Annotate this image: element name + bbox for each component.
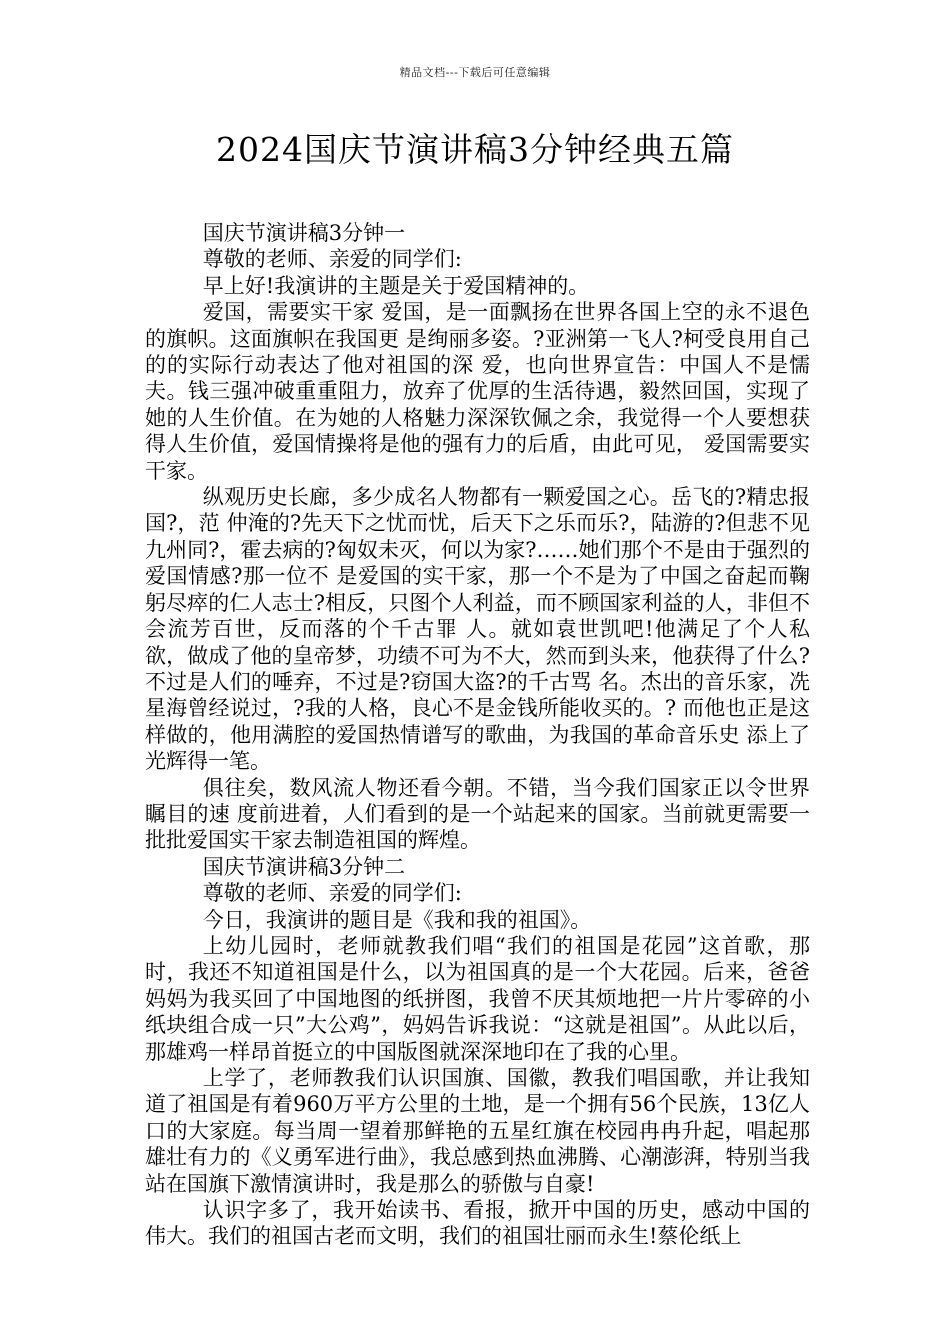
paragraph: 纵观历史长廊，多少成名人物都有一颗爱国之心。岳飞的?精忠报国?，范 仲淹的?先天下之忧而忧，后天下之乐而乐?，陆游的?但悲不见九州同?，霍去病的?匈奴未灭，何以为家?……她们那个不是由于强烈的爱国情感?那一位不 是爱国的实干家，那一个不是为了中国之奋起而鞠躬尽瘁的仁人志士?相反，只图个人利益，而不顾国家利益的人，非但不会流芳百世，反而落的个千古罪 人。就如袁世凯吧!他满足了个人私欲，做成了他的皇帝梦，功绩不可为不大，然而到头来，他获得了什么?不过是人们的唾弃，不过是?窃国大盗?的千古骂 名。杰出的音乐家，冼星海曾经说过，?我的人格，良心不是金钱所能收买的。? 而他也正是这样做的，他用满腔的爱国热情谱写的歌曲，为我国的革命音乐史 添上了光辉得一笔。 — [145, 485, 810, 774]
paragraph: 上学了，老师教我们认识国旗、国徽，教我们唱国歌，并让我知道了祖国是有着960万平方公里的土地，是一个拥有56个民族，13亿人口的大家庭。每当周一望着那鲜艳的五星红旗在校园冉冉升起，唱起那雄壮有力的《义勇军进行曲》，我总感到热血沸腾、心潮澎湃，特别当我站在国旗下激情演讲时，我是那么的骄傲与自豪! — [145, 1066, 810, 1196]
paragraph: 早上好!我演讲的主题是关于爱国精神的。 — [202, 273, 590, 298]
paragraph: 俱往矣，数风流人物还看今朝。不错，当今我们国家正以令世界瞩目的速 度前进着，人们看到的是一个站起来的国家。当前就更需要一批批爱国实干家去制造祖国的辉煌。 — [145, 775, 810, 853]
paragraph: 上幼儿园时，老师就教我们唱“我们的祖国是花园”这首歌，那时，我还不知道祖国是什么，以为祖国真的是一个大花园。后来，爸爸妈妈为我买回了中国地图的纸拼图，我曾不厌其烦地把一片片零碎的小纸块组合成一只”大公鸡”，妈妈告诉我说：“这就是祖国”。从此以后，那雄鸡一样昂首挺立的中国版图就深深地印在了我的心里。 — [145, 933, 810, 1064]
document-title: 2024国庆节演讲稿3分钟经典五篇 — [216, 130, 734, 169]
paragraph: 爱国，需要实干家 爱国，是一面飘扬在世界各国上空的永不退色的旗帜。这面旗帜在我国更 是绚丽多姿。?亚洲第一飞人?柯受良用自己的的实际行动表达了他对祖国的深 爱，也向世界宣告：中国人不是懦夫。钱三强冲破重重阻力，放弃了优厚的生活待遇，毅然回国，实现了她的人生价值。在为她的人格魅力深深钦佩之余，我觉得一个人要想获得人生价值，爱国情操将是他的强有力的后盾，由此可见， 爱国需要实干家。 — [145, 300, 810, 483]
page-header: 精品文档---下载后可任意编辑 — [399, 66, 551, 79]
paragraph: 认识字多了，我开始读书、看报，掀开中国的历史，感动中国的伟大。我们的祖国古老而文明，我们的祖国壮丽而永生!蔡伦纸上 — [145, 1198, 810, 1249]
document-body — [145, 220, 810, 1250]
section-heading: 国庆节演讲稿3分钟一 — [202, 221, 406, 245]
salutation: 尊敬的老师、亲爱的同学们: — [202, 247, 462, 272]
section-heading: 国庆节演讲稿3分钟二 — [202, 854, 406, 879]
salutation: 尊敬的老师、亲爱的同学们: — [202, 881, 462, 906]
paragraph: 今日，我演讲的题目是《我和我的祖国》。 — [202, 907, 592, 932]
